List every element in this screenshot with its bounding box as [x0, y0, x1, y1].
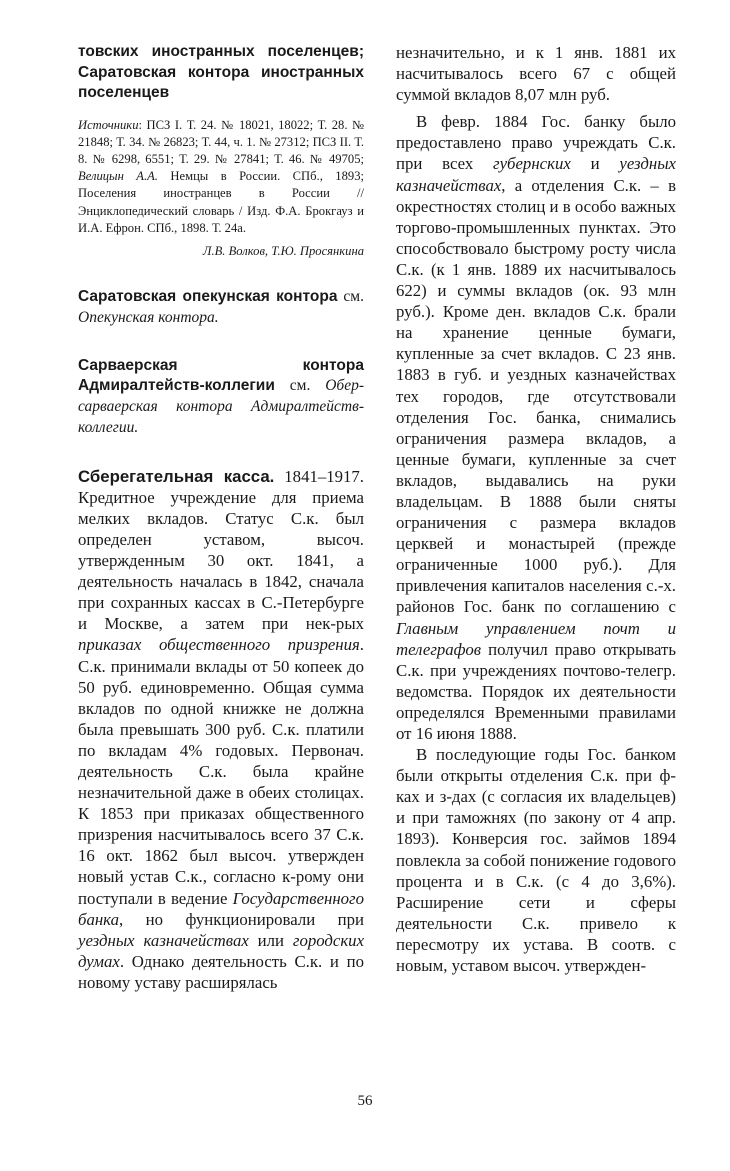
cross-reference: городских думах: [78, 930, 365, 971]
paragraph-3: В последующие годы Гос. банком были открыты отделения С.к. при ф-ках и з-дах (с согласия их владельцев) и при таможнях (по закону от 4 апр. 1893). Конверсия гос. займов 1894 повлекла за собой понижение годового процента и в С.к. (с 4 до 3,6%). Расширение сети и сферы деятельности С.к. привело к пересмотру их устава. В соотв. с новым, уставом высоч. утвержден-: [396, 745, 676, 976]
entry-text: 1841–1917. Кредитное учреждение для приема мелких вкладов. Статус С.к. был определен уставом, высоч. утвержденным 30 окт. 1841, а деятельность началась в 1842, сначала при сохранных кассах в С.-Петербурге и Москве, а затем при нек-рых: [78, 466, 364, 634]
sources-block: [78, 117, 364, 237]
entry-sarvaerskaya: [78, 356, 364, 439]
continued-headword: товских иностранных поселенцев; Саратовская контора иностранных поселенцев: [78, 43, 364, 101]
paragraph-2: [396, 111, 676, 744]
sources-author: Велицын А.А.: [78, 169, 158, 184]
cross-reference: приказах общественного призрения: [78, 635, 360, 655]
paragraph-text: , а отделения С.к. – в окрестностях столиц и в особо важных торгово-промышленных пунктах. Это способствовало быстрому росту числа С.к. (к 1 янв. 1889 их насчитывалось 622) и суммы вкладов (ок. 93 млн руб.). Кроме ден. вкладов С.к. брали на хранение ценные бумаги, купленные за счет вкладов. С 23 янв. 1883 в губ. и уездных казначействах тех городов, где отсутствовали отделения Гос. банка, снимались ограничения размера вкладов, а ценные бумаги, купленные за счет вкладов, выдавались на руки владельцам. В 1888 были сняты ограничения с размера вкладов церквей и монастырей (прежде ограниченные 1000 руб.). Для привлечения капиталов населения с.-х. районов Гос. банк по соглашению с: [396, 175, 676, 617]
page-number: 56: [357, 1093, 373, 1109]
sources-text-cont: Немцы в России. СПб., 1893; Поселения иностранцев в России // Энциклопедический словарь / Изд. Ф.А. Брокгауз и И.А. Ефрон. СПб., 1898. Т. 24а.: [78, 169, 364, 235]
entry-text: . Однако деятельность С.к. и по новому уставу расширялась: [78, 951, 364, 992]
entry-headword: Саратовская опекунская контора: [78, 287, 338, 305]
paragraph-1: незначительно, и к 1 янв. 1881 их насчитывалось всего 67 с общей суммой вкладов 8,07 млн руб.: [396, 43, 676, 105]
entry-headword: Сарваерская контора Адмиралтейств-коллегии: [78, 356, 364, 395]
article-authors: Л.В. Волков, Т.Ю. Просянкина: [202, 243, 364, 258]
entry-headword: Сберегательная касса.: [78, 466, 275, 486]
paragraph-text: и: [570, 154, 620, 174]
entry-opekunskaya: [78, 287, 364, 329]
cross-reference: Опекунская контора.: [78, 308, 219, 326]
right-column: [396, 42, 676, 976]
left-column: [78, 42, 364, 993]
entry-text: или: [248, 930, 293, 950]
see-label: см.: [274, 377, 326, 395]
sources-text: : ПСЗ I. Т. 24. № 18021, 18022; Т. 28. № 21848; Т. 34. № 26823; Т. 44, ч. 1. № 27312; ПСЗ II. Т. 8. № 6298, 6551; Т. 29. № 27841; Т. 46. № 49705;: [78, 117, 364, 166]
cross-reference: губернских: [493, 154, 571, 174]
entry-text: . С.к. принимали вклады от 50 копеек до 50 руб. единовременно. Общая сумма вкладов по одной книжке не должна была превышать 300 руб. С.к. платили по вкладам 4% годовых. Первонач. деятельность С.к. была крайне незначительной даже в обеих столицах. К 1853 при приказах общественного призрения насчитывалось всего 37 С.к. 16 окт. 1862 был высоч. утвержден новый устав С.к., согласно к-рому они поступали в ведение: [78, 635, 364, 908]
cross-reference: уездных казначействах: [396, 154, 677, 195]
cross-reference: Главным управлением почт и телеграфов: [396, 618, 676, 659]
entry-text: , но функционировали при: [118, 909, 364, 929]
entry-sberegatelnaya-kassa: [78, 466, 364, 993]
sources-label: Источники: [78, 117, 139, 132]
paragraph-text: получил право открывать С.к. при учреждениях почтово-телегр. ведомства. Порядок их деятельности определялся Временными правилами от 16 июня 1888.: [396, 639, 676, 743]
paragraph-text: В февр. 1884 Гос. банку было предоставлено право учреждать С.к. при всех: [396, 112, 676, 174]
cross-reference: уездных казначействах: [78, 930, 249, 950]
cross-reference: Обер-сарваерская контора Адмиралтейств-коллегии.: [78, 377, 364, 436]
see-label: см.: [337, 287, 364, 305]
cross-reference: Государственного банка: [78, 888, 364, 929]
